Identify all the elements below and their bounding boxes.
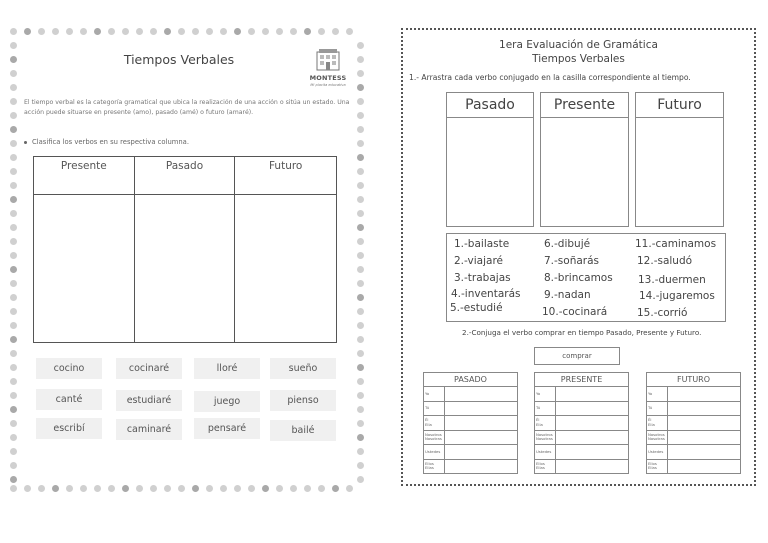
frame-dot — [357, 140, 364, 147]
frame-dot — [332, 28, 339, 35]
frame-dot — [332, 485, 339, 492]
pronoun-text: Ella — [536, 421, 543, 427]
intro-paragraph: El tiempo verbal es la categoría gramatical que ubica la realización de una acción o sitúa un estado. Una acción puede situarse en presente (amo), pasado (amé) o futuro (amaré). — [24, 99, 350, 116]
frame-dot — [94, 28, 101, 35]
frame-dot — [164, 485, 171, 492]
pronoun-label — [535, 445, 556, 459]
classification-table — [33, 156, 337, 343]
pronoun-label — [647, 387, 668, 401]
frame-dot — [357, 56, 364, 63]
frame-dot — [357, 252, 364, 259]
conjugation-row — [534, 431, 629, 446]
drop-column-presente[interactable] — [540, 92, 629, 227]
frame-dot — [276, 28, 283, 35]
frame-dot — [10, 196, 17, 203]
pronoun-label — [535, 431, 556, 445]
frame-dot — [10, 485, 17, 492]
frame-dot — [10, 266, 17, 273]
frame-dot — [122, 485, 129, 492]
frame-dot — [150, 485, 157, 492]
frame-dot — [10, 140, 17, 147]
conjugation-answer-field[interactable] — [556, 445, 628, 459]
pronoun-text: Él — [425, 417, 429, 423]
pronoun-text: Nosotros — [536, 431, 553, 437]
conjugation-answer-field[interactable] — [668, 431, 740, 445]
frame-dot — [10, 336, 17, 343]
pronoun-label — [424, 445, 445, 459]
frame-dot — [10, 420, 17, 427]
frame-dot — [108, 28, 115, 35]
question-1: 1.- Arrastra cada verbo conjugado en la casilla correspondiente al tiempo. — [409, 73, 691, 82]
frame-dot — [10, 42, 17, 49]
frame-dot — [66, 28, 73, 35]
frame-dot — [164, 28, 171, 35]
frame-dot — [357, 462, 364, 469]
frame-dot — [10, 392, 17, 399]
column-header-presente: Presente — [34, 157, 135, 195]
conjugation-answer-field[interactable] — [668, 402, 740, 416]
frame-dot — [357, 406, 364, 413]
pronoun-text: Ustedes — [648, 448, 664, 454]
frame-dot — [178, 485, 185, 492]
frame-dot — [10, 476, 17, 483]
conjugation-row — [423, 416, 518, 431]
pronoun-label — [535, 416, 556, 430]
frame-dot — [10, 112, 17, 119]
frame-dot — [10, 238, 17, 245]
verb-item[interactable]: 11.-caminamos — [635, 238, 717, 250]
left-worksheet — [10, 28, 364, 492]
conjugation-answer-field[interactable] — [556, 431, 628, 445]
instruction-text: Clasifica los verbos en su respectiva columna. — [32, 138, 190, 146]
instruction — [24, 138, 189, 146]
frame-dot — [357, 196, 364, 203]
frame-dot — [262, 28, 269, 35]
verb-item[interactable]: 1.-bailaste — [454, 238, 510, 250]
frame-dot — [318, 28, 325, 35]
conjugation-answer-field[interactable] — [668, 387, 740, 401]
right-worksheet — [401, 28, 756, 486]
frame-dot — [10, 126, 17, 133]
frame-dot — [94, 485, 101, 492]
frame-dot — [52, 485, 59, 492]
frame-dot — [304, 28, 311, 35]
pronoun-text: Tú — [648, 405, 653, 410]
pronoun-label — [535, 460, 556, 474]
frame-dot — [357, 154, 364, 161]
conjugation-row — [646, 460, 741, 475]
frame-dot — [357, 42, 364, 49]
word-card[interactable]: canté — [36, 389, 102, 410]
pronoun-text: Yo — [536, 390, 541, 396]
frame-dot — [10, 70, 17, 77]
pronoun-text: Nosotras — [536, 436, 553, 442]
pronoun-text: Ustedes — [425, 448, 441, 454]
frame-dot — [357, 364, 364, 371]
frame-dot — [248, 485, 255, 492]
frame-dot — [357, 266, 364, 273]
frame-dot — [357, 294, 364, 301]
verb-item[interactable]: 8.-brincamos — [544, 272, 613, 284]
evaluation-subtitle: Tiempos Verbales — [532, 53, 625, 65]
conjugation-table-presente — [534, 372, 629, 474]
school-building-icon — [307, 46, 349, 76]
conjugation-row — [423, 460, 518, 475]
frame-dot — [357, 308, 364, 315]
conjugation-answer-field[interactable] — [445, 387, 517, 401]
logo-subtitle: Mi placita educativa — [310, 83, 346, 87]
pronoun-text: Ellas — [648, 465, 657, 471]
verb-item[interactable]: 7.-soñarás — [544, 255, 600, 267]
frame-dot — [220, 485, 227, 492]
word-card[interactable]: pienso — [270, 390, 336, 411]
frame-dot — [357, 448, 364, 455]
frame-dot — [248, 28, 255, 35]
conjugation-answer-field[interactable] — [668, 460, 740, 474]
conjugation-row — [423, 431, 518, 446]
column-header-futuro: Futuro — [636, 93, 723, 118]
bullet-icon — [24, 141, 27, 144]
pronoun-text: Ella — [425, 421, 432, 427]
frame-dot — [234, 28, 241, 35]
frame-dot — [346, 485, 353, 492]
frame-dot — [24, 485, 31, 492]
pronoun-text: Ellas — [425, 465, 434, 471]
pronoun-text: Nosotras — [648, 436, 665, 442]
frame-dot — [10, 28, 17, 35]
frame-dot — [10, 378, 17, 385]
frame-dot — [357, 84, 364, 91]
conjugation-answer-field[interactable] — [445, 402, 517, 416]
verb-to-conjugate: comprar — [534, 347, 620, 365]
conjugation-table-pasado — [423, 372, 518, 474]
word-card[interactable]: sueño — [270, 358, 336, 379]
pronoun-text: Ellos — [536, 460, 545, 466]
pronoun-text: Ellos — [425, 460, 434, 466]
verb-item[interactable]: 13.-duermen — [638, 274, 706, 286]
word-card[interactable]: caminaré — [116, 419, 182, 440]
frame-dot — [80, 485, 87, 492]
conjugation-header: PRESENTE — [534, 372, 629, 387]
column-header-pasado: Pasado — [447, 93, 533, 118]
conjugation-row — [423, 387, 518, 402]
frame-dot — [10, 280, 17, 287]
pronoun-text: Ellos — [648, 460, 657, 466]
conjugation-row — [423, 445, 518, 460]
frame-dot — [10, 56, 17, 63]
frame-dot — [10, 462, 17, 469]
frame-dot — [357, 182, 364, 189]
verb-item[interactable]: 5.-estudié — [450, 302, 503, 314]
conjugation-answer-field[interactable] — [445, 416, 517, 430]
frame-dot — [276, 485, 283, 492]
verb-item[interactable]: 9.-nadan — [544, 289, 591, 301]
conjugation-answer-field[interactable] — [668, 416, 740, 430]
pronoun-text: Tú — [536, 405, 541, 410]
frame-dot — [357, 238, 364, 245]
frame-dot — [304, 485, 311, 492]
frame-dot — [357, 350, 364, 357]
frame-dot — [357, 98, 364, 105]
frame-dot — [357, 378, 364, 385]
frame-dot — [206, 485, 213, 492]
frame-dot — [10, 224, 17, 231]
column-header-presente: Presente — [541, 93, 628, 118]
frame-dot — [10, 406, 17, 413]
conjugation-answer-field[interactable] — [556, 387, 628, 401]
frame-dot — [357, 434, 364, 441]
conjugation-answer-field[interactable] — [556, 460, 628, 474]
pronoun-text: Nosotros — [648, 431, 665, 437]
frame-dot — [10, 154, 17, 161]
conjugation-row — [646, 445, 741, 460]
frame-dot — [290, 485, 297, 492]
conjugation-header: PASADO — [423, 372, 518, 387]
conjugation-answer-field[interactable] — [556, 402, 628, 416]
pronoun-label — [647, 416, 668, 430]
pronoun-text: Yo — [425, 390, 430, 396]
verb-bank — [446, 233, 726, 322]
pronoun-text: Nosotras — [425, 436, 442, 442]
verb-item[interactable]: 6.-dibujé — [544, 238, 591, 250]
verb-item[interactable]: 14.-jugaremos — [639, 290, 715, 302]
word-card[interactable]: cocino — [36, 358, 102, 379]
pronoun-text: Nosotros — [425, 431, 442, 437]
frame-dot — [150, 28, 157, 35]
pronoun-label — [535, 387, 556, 401]
verb-item[interactable]: 4.-inventarás — [451, 288, 521, 300]
word-card[interactable]: estudiaré — [116, 390, 182, 411]
logo — [307, 46, 349, 86]
frame-dot — [10, 168, 17, 175]
word-card[interactable]: lloré — [194, 358, 260, 379]
drop-zone-pasado[interactable] — [135, 195, 236, 342]
word-card[interactable]: pensaré — [194, 418, 260, 439]
frame-dot — [357, 476, 364, 483]
frame-dot — [10, 448, 17, 455]
left-content — [24, 40, 351, 480]
conjugation-row — [646, 416, 741, 431]
verb-item[interactable]: 12.-saludó — [637, 255, 693, 267]
word-card[interactable]: cocinaré — [116, 358, 182, 379]
conjugation-row — [534, 402, 629, 417]
frame-dot — [10, 350, 17, 357]
verb-item[interactable]: 3.-trabajas — [454, 272, 511, 284]
verb-item[interactable]: 15.-corrió — [637, 307, 688, 319]
frame-dot — [10, 364, 17, 371]
drop-zone-futuro[interactable] — [235, 195, 336, 342]
frame-dot — [10, 98, 17, 105]
frame-dot — [10, 322, 17, 329]
conjugation-row — [534, 460, 629, 475]
pronoun-label — [647, 460, 668, 474]
frame-dot — [357, 420, 364, 427]
conjugation-row — [646, 431, 741, 446]
frame-dot — [52, 28, 59, 35]
word-card[interactable]: bailé — [270, 420, 336, 441]
drop-zone-presente[interactable] — [34, 195, 135, 342]
pronoun-label — [424, 387, 445, 401]
pronoun-label — [535, 402, 556, 416]
frame-dot — [357, 280, 364, 287]
conjugation-row — [646, 402, 741, 417]
question-2: 2.-Conjuga el verbo comprar en tiempo Pasado, Presente y Futuro. — [462, 328, 702, 337]
frame-dot — [10, 252, 17, 259]
pronoun-label — [424, 431, 445, 445]
conjugation-answer-field[interactable] — [445, 445, 517, 459]
conjugation-answer-field[interactable] — [556, 416, 628, 430]
drop-column-futuro[interactable] — [635, 92, 724, 227]
verb-item[interactable]: 2.-viajaré — [454, 255, 503, 267]
evaluation-title: 1era Evaluación de Gramática — [499, 39, 658, 51]
word-bank — [34, 358, 336, 448]
pronoun-text: Yo — [648, 390, 653, 396]
frame-dot — [357, 126, 364, 133]
column-header-futuro: Futuro — [235, 157, 336, 195]
frame-dot — [206, 28, 213, 35]
conjugation-answer-field[interactable] — [445, 431, 517, 445]
verb-item[interactable]: 10.-cocinará — [542, 306, 608, 318]
pronoun-label — [647, 431, 668, 445]
frame-dot — [38, 485, 45, 492]
drop-column-pasado[interactable] — [446, 92, 534, 227]
column-header-pasado: Pasado — [135, 157, 236, 195]
frame-dot — [357, 322, 364, 329]
frame-dot — [108, 485, 115, 492]
pronoun-text: Ustedes — [536, 448, 552, 454]
frame-dot — [357, 168, 364, 175]
frame-dot — [136, 485, 143, 492]
pronoun-label — [647, 445, 668, 459]
frame-dot — [357, 224, 364, 231]
frame-dot — [80, 28, 87, 35]
frame-dot — [10, 84, 17, 91]
frame-dot — [357, 210, 364, 217]
left-title: Tiempos Verbales — [123, 52, 235, 67]
pronoun-label — [424, 416, 445, 430]
frame-dot — [192, 485, 199, 492]
frame-dot — [10, 294, 17, 301]
pronoun-text: Él — [648, 417, 652, 423]
pronoun-text: Él — [536, 417, 540, 423]
word-card[interactable]: juego — [194, 391, 260, 412]
logo-text: MONTESS — [309, 74, 347, 82]
frame-dot — [357, 336, 364, 343]
frame-dot — [234, 485, 241, 492]
frame-dot — [178, 28, 185, 35]
frame-dot — [24, 28, 31, 35]
frame-dot — [357, 70, 364, 77]
conjugation-row — [534, 387, 629, 402]
pronoun-text: Ellas — [536, 465, 545, 471]
pronoun-label — [424, 402, 445, 416]
frame-dot — [262, 485, 269, 492]
frame-dot — [10, 308, 17, 315]
frame-dot — [136, 28, 143, 35]
pronoun-label — [647, 402, 668, 416]
conjugation-row — [534, 445, 629, 460]
conjugation-row — [423, 402, 518, 417]
frame-dot — [290, 28, 297, 35]
conjugation-header: FUTURO — [646, 372, 741, 387]
frame-dot — [66, 485, 73, 492]
frame-dot — [10, 434, 17, 441]
frame-dot — [122, 28, 129, 35]
frame-dot — [318, 485, 325, 492]
frame-dot — [220, 28, 227, 35]
frame-dot — [357, 112, 364, 119]
conjugation-table-futuro — [646, 372, 741, 474]
conjugation-answer-field[interactable] — [668, 445, 740, 459]
word-card[interactable]: escribí — [36, 418, 102, 439]
conjugation-answer-field[interactable] — [445, 460, 517, 474]
pronoun-text: Tú — [425, 405, 430, 410]
frame-dot — [10, 210, 17, 217]
conjugation-row — [534, 416, 629, 431]
pronoun-text: Ella — [648, 421, 655, 427]
frame-dot — [192, 28, 199, 35]
frame-dot — [346, 28, 353, 35]
frame-dot — [10, 182, 17, 189]
frame-dot — [357, 392, 364, 399]
conjugation-row — [646, 387, 741, 402]
frame-dot — [38, 28, 45, 35]
pronoun-label — [424, 460, 445, 474]
